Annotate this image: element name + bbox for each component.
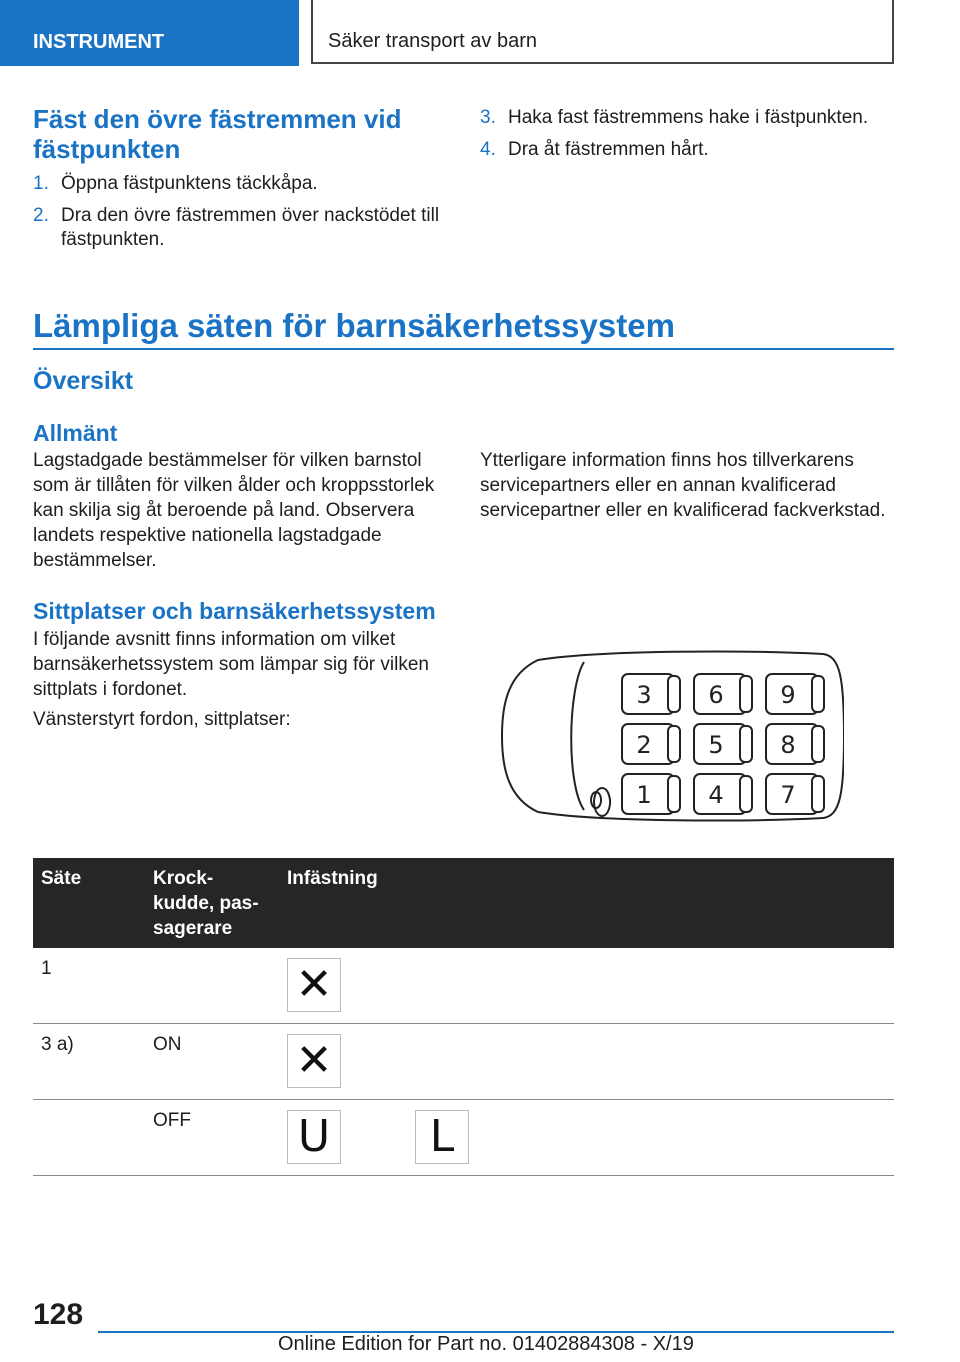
- not-permitted-icon: ✕: [287, 958, 341, 1012]
- col-header-attachment: Infästning: [287, 868, 378, 889]
- seat-backrest: [668, 776, 680, 812]
- seats-heading: Sittplatser och barnsäkerhetssystem: [33, 598, 436, 624]
- seat-number: 2: [636, 731, 652, 759]
- table-header: [33, 858, 894, 948]
- seat-number: 9: [780, 681, 796, 709]
- seat-backrest: [668, 676, 680, 712]
- seat-backrest: [812, 676, 824, 712]
- seat-number: 8: [780, 731, 796, 759]
- list-item: 1. Öppna fästpunktens täckkåpa.: [33, 173, 318, 194]
- edition-text: Online Edition for Part no. 01402884308 - X/19: [278, 1333, 694, 1355]
- seat-backrest: [668, 726, 680, 762]
- seat-cell: 3 a): [41, 1034, 74, 1055]
- seat-backrest: [740, 676, 752, 712]
- seat-backrest: [740, 776, 752, 812]
- col-header-airbag: Krock- kudde, pas- sagerare: [153, 868, 259, 939]
- steps-left: [33, 172, 453, 252]
- overview-heading: Översikt: [33, 367, 134, 395]
- not-permitted-icon: ✕: [287, 1034, 341, 1088]
- table-row: [33, 948, 894, 1024]
- table-row: [33, 1024, 894, 1100]
- section-tab: [0, 0, 299, 66]
- general-heading: Allmänt: [33, 420, 118, 446]
- seat-number: 1: [636, 781, 652, 809]
- fasten-tether-heading: Fäst den övre fästremmen vid fästpunkten: [33, 104, 402, 164]
- lhd-text: Vänsterstyrt fordon, sittplatser:: [33, 709, 291, 730]
- section-label: INSTRUMENT: [33, 31, 165, 53]
- seat-table: [33, 858, 894, 1176]
- general-text: Lagstadgade bestämmelser för vilken barnstol som är tillåten för vilken ålder och kroppsstorlek kan skilja sig åt beroende på land. Observera landets respektive nationella lagstadgade bestämmelser.: [33, 450, 435, 571]
- seat-boxes: [622, 674, 824, 814]
- fasten-tether-heading-block: [33, 104, 433, 164]
- universal-icon: U: [287, 1110, 341, 1164]
- airbag-cell: OFF: [153, 1110, 191, 1131]
- steps-right: [480, 106, 894, 162]
- seat-number: 6: [708, 681, 724, 709]
- seat-backrest: [812, 726, 824, 762]
- seat-layout-diagram: [498, 648, 844, 824]
- seats-text: I följande avsnitt finns information om vilket barnsäkerhetssystem som lämpar sig för vilken sittplats i fordonet.: [33, 629, 429, 700]
- seat-cell: 1: [41, 958, 52, 979]
- seat-number: 3: [636, 681, 652, 709]
- airbag-cell: ON: [153, 1034, 182, 1055]
- more-info-text: Ytterligare information finns hos tillverkarens servicepartners eller en annan kvalificerad servicepartner eller en kvalificerad fackverkstad.: [480, 450, 886, 521]
- chapter-header: [311, 0, 894, 64]
- seat-number: 7: [780, 781, 796, 809]
- seat-number: 4: [708, 781, 724, 809]
- seat-backrest: [812, 776, 824, 812]
- main-title: Lämpliga säten för barnsäkerhetssystem: [33, 307, 675, 344]
- limited-icon: L: [415, 1110, 469, 1164]
- table-row: [33, 1100, 894, 1176]
- list-item: 2. Dra den övre fästremmen över nackstödet till fästpunkten.: [33, 205, 440, 250]
- list-item: 4. Dra åt fästremmen hårt.: [480, 139, 709, 160]
- chapter-label: Säker transport av barn: [328, 30, 537, 52]
- seat-number: 5: [708, 731, 724, 759]
- list-item: 3. Haka fast fästremmens hake i fästpunkten.: [480, 107, 869, 128]
- col-header-seat: Säte: [41, 868, 82, 889]
- title-rule: [33, 348, 894, 350]
- seat-backrest: [740, 726, 752, 762]
- page-number: 128: [33, 1298, 84, 1331]
